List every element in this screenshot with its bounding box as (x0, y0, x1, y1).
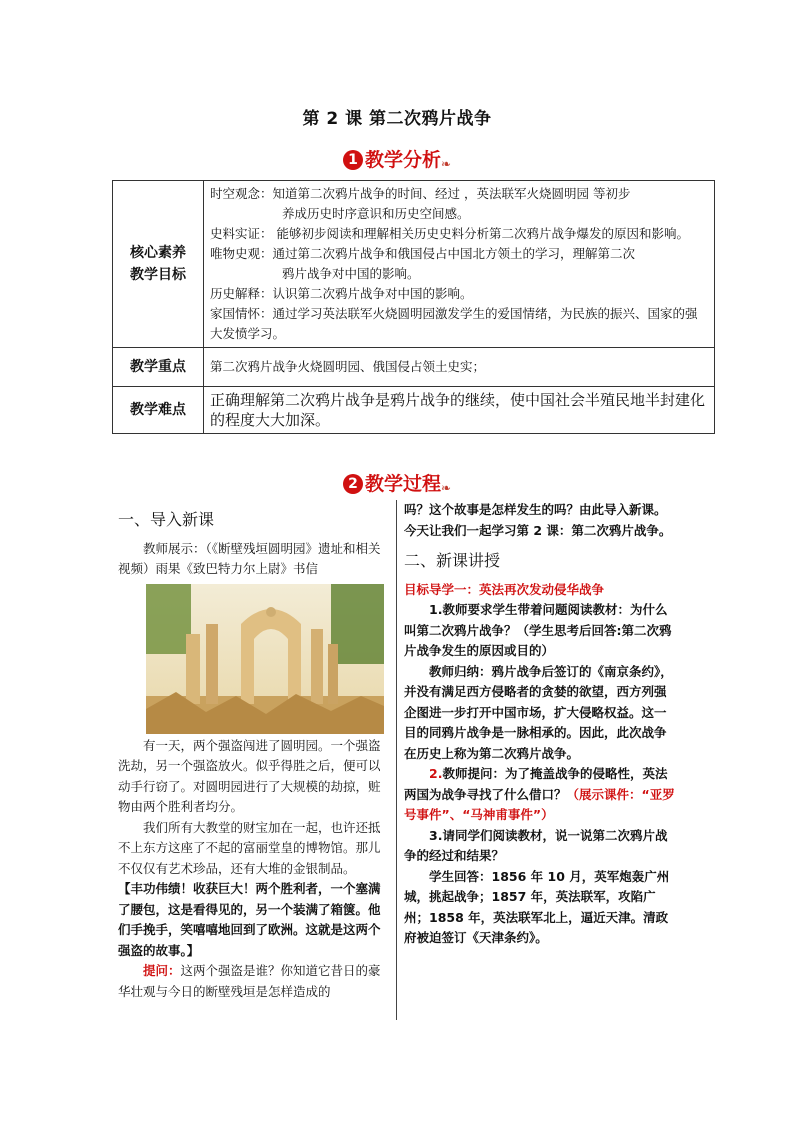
section-heading-analysis (0, 145, 794, 172)
section-label: 教学过程 (364, 473, 441, 495)
quote-paragraph-2: 我们所有大教堂的财宝加在一起，也许还抵不上东方这座了不起的富丽堂皇的博物馆。那儿不仅仅有艺术珍品，还有大堆的金银制品。 (118, 819, 381, 876)
number-badge: 1 (343, 150, 363, 170)
row-label-goals: 核心素养 教学目标 (113, 181, 204, 348)
goals-cell (204, 181, 715, 348)
lesson-title: 第 2 课 第二次鸦片战争 (302, 109, 492, 129)
quote-paragraph-3: 【丰功伟绩！收获巨大！两个胜利者，一个塞满了腰包，这是看得见的，另一个装满了箱箧。他们手挽手，笑嘻嘻地回到了欧洲。这就是这两个强盗的故事。】 (118, 881, 381, 958)
q2-show: （展示课件：“亚罗号事件”、“马神甫事件”） (404, 786, 675, 822)
question-1: 1.教师要求学生带着问题阅读教材：为什么叫第二次鸦片战争？（学生思考后回答:第二次鸦片战争发生的原因或目的） (404, 602, 672, 658)
goal-item (210, 284, 708, 304)
section-heading-process (0, 469, 794, 496)
goal-heading (404, 580, 676, 601)
goal-label: 目标导学一： (404, 581, 480, 597)
row-label-difficult: 教学难点 (113, 387, 204, 434)
question-3: 3.请同学们阅读教材，说一说第二次鸦片战争的经过和结果？ (404, 827, 668, 863)
q2-number: 2. (429, 766, 443, 781)
goal-text: 时空观念：知道第二次鸦片战争的时间、经过 ，英法联军火烧圆明园 等初步 (210, 186, 631, 201)
key-points-cell: 第二次鸦片战争火烧圆明园、俄国侵占领土史实； (204, 348, 715, 387)
teacher-summary: 教师归纳：鸦片战争后签订的《南京条约》，并没有满足西方侵略者的贪婪的欲望，西方列强企图进一步打开中国市场，扩大侵略权益。这一目的同鸦片战争是一脉相承的。因此，此次战争在历史上称为第二次鸦片战争。 (404, 663, 673, 761)
leaf-icon: ❧ (440, 481, 452, 495)
q2-text: 教师提问：为了掩盖战争的侵略性，英法两国为战争寻找了什么借口？ (404, 766, 668, 802)
table-row (113, 181, 715, 348)
goal-text-cont: 鸦片战争对中国的影响。 (282, 266, 420, 281)
table-row (113, 348, 715, 387)
column-divider (396, 500, 397, 1020)
heading-new-lesson: 二、新课讲授 (404, 551, 501, 570)
row-label-key: 教学重点 (113, 348, 204, 387)
goal-text: 史料实证： 能够初步阅读和理解相关历史史料分析第二次鸦片战争爆发的原因和影响。 (210, 226, 689, 241)
goal-item (210, 304, 708, 344)
heading-intro: 一、导入新课 (118, 510, 215, 529)
table-row (113, 387, 715, 434)
continued-paragraph: 吗？这个故事是怎样发生的吗？由此导入新课。今天让我们一起学习第 2 课：第二次鸦片战争。 (404, 502, 672, 538)
goal-text: 唯物史观：通过第二次鸦片战争和俄国侵占中国北方领土的学习，理解第二次 (210, 246, 636, 261)
difficult-points-cell: 正确理解第二次鸦片战争是鸦片战争的继续，使中国社会半殖民地半封建化的程度大大加深。 (204, 387, 715, 434)
leaf-icon: ❧ (440, 157, 452, 171)
intro-paragraph: 教师展示：（《断壁残垣圆明园》遗址和相关视频）雨果《致巴特力尔上尉》书信 (118, 540, 381, 576)
right-column (404, 500, 676, 949)
question-paragraph (118, 961, 390, 1002)
goal-item (210, 244, 708, 284)
goal-text-cont: 养成历史时序意识和历史空间感。 (282, 206, 470, 221)
section-label: 教学分析 (364, 149, 441, 171)
student-answer: 学生回答：1856 年 10 月，英军炮轰广州城，挑起战争；1857 年，英法联军，攻陷广州；1858 年，英法联军北上，逼近天津。清政府被迫签订《天津条约》。 (404, 868, 670, 945)
ask-label: 提问： (143, 963, 181, 978)
analysis-table (112, 180, 715, 434)
quote-paragraph-1: 有一天，两个强盗闯进了圆明园。一个强盗洗劫，另一个强盗放火。似乎得胜之后，便可以动手行窃了。对圆明园进行了大规模的劫掠，赃物由两个胜利者均分。 (118, 737, 381, 814)
number-badge: 2 (343, 474, 363, 494)
question-2 (404, 764, 676, 826)
left-column (118, 500, 390, 1002)
goal-text: 家国情怀：通过学习英法联军火烧圆明园激发学生的爱国情绪，为民族的振兴、国家的强大发愤学习。 (210, 306, 698, 341)
goal-title: 英法再次发动侵华战争 (479, 581, 605, 597)
ask-text: 这两个强盗是谁？你知道它昔日的豪华壮观与今日的断壁残垣是怎样造成的 (118, 963, 381, 999)
yuanmingyuan-ruins-photo (146, 584, 384, 734)
goal-item (210, 184, 708, 224)
goal-text: 历史解释：认识第二次鸦片战争对中国的影响。 (210, 286, 473, 301)
goal-item (210, 224, 708, 244)
